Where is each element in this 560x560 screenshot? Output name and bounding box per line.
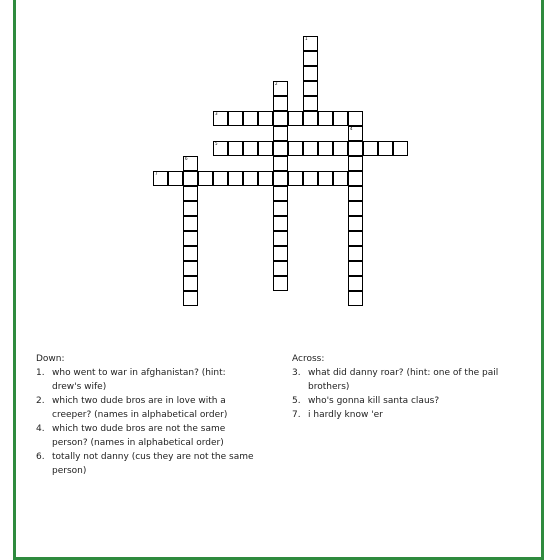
cell-number: 3 (215, 111, 218, 116)
crossword-cell[interactable] (228, 141, 243, 156)
cell-number: 6 (185, 156, 188, 161)
crossword-cell[interactable] (273, 81, 288, 96)
crossword-cell[interactable] (198, 171, 213, 186)
crossword-cell[interactable] (273, 276, 288, 291)
clue-down-2: 2. which two dude bros are in love with a creeper? (names in alphabetical order) (36, 396, 228, 420)
crossword-cell[interactable] (183, 261, 198, 276)
crossword-cell[interactable] (288, 171, 303, 186)
crossword-cell[interactable] (183, 216, 198, 231)
crossword-cell[interactable] (153, 171, 168, 186)
crossword-cell[interactable] (393, 141, 408, 156)
crossword-cell[interactable] (273, 261, 288, 276)
crossword-cell[interactable] (348, 171, 363, 186)
crossword-cell[interactable] (243, 111, 258, 126)
crossword-cell[interactable] (273, 171, 288, 186)
crossword-cell[interactable] (348, 291, 363, 306)
crossword-cell[interactable] (318, 111, 333, 126)
crossword-cell[interactable] (258, 171, 273, 186)
crossword-cell[interactable] (228, 111, 243, 126)
down-heading: Down: (36, 354, 65, 364)
clue-down-1: 1. who went to war in afghanistan? (hint: drew's wife) (36, 368, 226, 392)
crossword-cell[interactable] (333, 111, 348, 126)
crossword-cell[interactable] (273, 216, 288, 231)
crossword-cell[interactable] (183, 246, 198, 261)
crossword-cell[interactable] (348, 231, 363, 246)
crossword-cell[interactable] (288, 141, 303, 156)
crossword-cell[interactable] (303, 141, 318, 156)
cell-number: 7 (155, 171, 158, 176)
clue-down-4: 4. which two dude bros are not the same person? (names in alphabetical order) (36, 424, 226, 448)
crossword-cell[interactable] (333, 141, 348, 156)
crossword-cell[interactable] (348, 246, 363, 261)
crossword-cell[interactable] (183, 201, 198, 216)
crossword-cell[interactable] (243, 171, 258, 186)
across-heading: Across: (292, 354, 325, 364)
crossword-cell[interactable] (378, 141, 393, 156)
crossword-cell[interactable] (273, 126, 288, 141)
crossword-cell[interactable] (273, 246, 288, 261)
down-clues (36, 352, 256, 478)
clue-across-7: 7. i hardly know 'er (292, 410, 383, 420)
crossword-cell[interactable] (273, 156, 288, 171)
cell-number: 2 (275, 81, 278, 86)
crossword-cell[interactable] (348, 216, 363, 231)
crossword-cell[interactable] (303, 111, 318, 126)
crossword-cell[interactable] (303, 81, 318, 96)
crossword-cell[interactable] (258, 141, 273, 156)
crossword-cell[interactable] (348, 261, 363, 276)
crossword-cell[interactable] (273, 186, 288, 201)
cell-number: 5 (215, 141, 218, 146)
crossword-cell[interactable] (183, 171, 198, 186)
crossword-cell[interactable] (213, 171, 228, 186)
crossword-cell[interactable] (243, 141, 258, 156)
cell-number: 1 (305, 36, 308, 41)
crossword-cell[interactable] (183, 186, 198, 201)
crossword-cell[interactable] (273, 231, 288, 246)
crossword-cell[interactable] (318, 141, 333, 156)
across-clues (292, 352, 522, 422)
crossword-cell[interactable] (303, 36, 318, 51)
crossword-cell[interactable] (213, 141, 228, 156)
clue-across-5: 5. who's gonna kill santa claus? (292, 396, 440, 406)
crossword-cell[interactable] (303, 51, 318, 66)
crossword-cell[interactable] (183, 156, 198, 171)
crossword-cell[interactable] (348, 126, 363, 141)
crossword-cell[interactable] (258, 111, 273, 126)
crossword-cell[interactable] (363, 141, 378, 156)
crossword-cell[interactable] (273, 111, 288, 126)
clue-down-6: 6. totally not danny (cus they are not the same person) (36, 452, 254, 476)
crossword-cell[interactable] (303, 66, 318, 81)
crossword-cell[interactable] (168, 171, 183, 186)
crossword-cell[interactable] (318, 171, 333, 186)
crossword-cell[interactable] (183, 276, 198, 291)
crossword-cell[interactable] (348, 111, 363, 126)
crossword-cell[interactable] (183, 231, 198, 246)
crossword-cell[interactable] (348, 141, 363, 156)
crossword-cell[interactable] (288, 111, 303, 126)
crossword-cell[interactable] (183, 291, 198, 306)
crossword-cell[interactable] (348, 201, 363, 216)
crossword-cell[interactable] (303, 171, 318, 186)
crossword-cell[interactable] (273, 201, 288, 216)
crossword-cell[interactable] (273, 96, 288, 111)
crossword-cell[interactable] (348, 156, 363, 171)
cell-number: 4 (350, 126, 353, 131)
crossword-cell[interactable] (303, 96, 318, 111)
crossword-cell[interactable] (348, 186, 363, 201)
crossword-cell[interactable] (348, 276, 363, 291)
crossword-cell[interactable] (228, 171, 243, 186)
crossword-cell[interactable] (273, 141, 288, 156)
crossword-cell[interactable] (333, 171, 348, 186)
crossword-cell[interactable] (213, 111, 228, 126)
clue-across-3: 3. what did danny roar? (hint: one of the pail brothers) (292, 368, 499, 392)
